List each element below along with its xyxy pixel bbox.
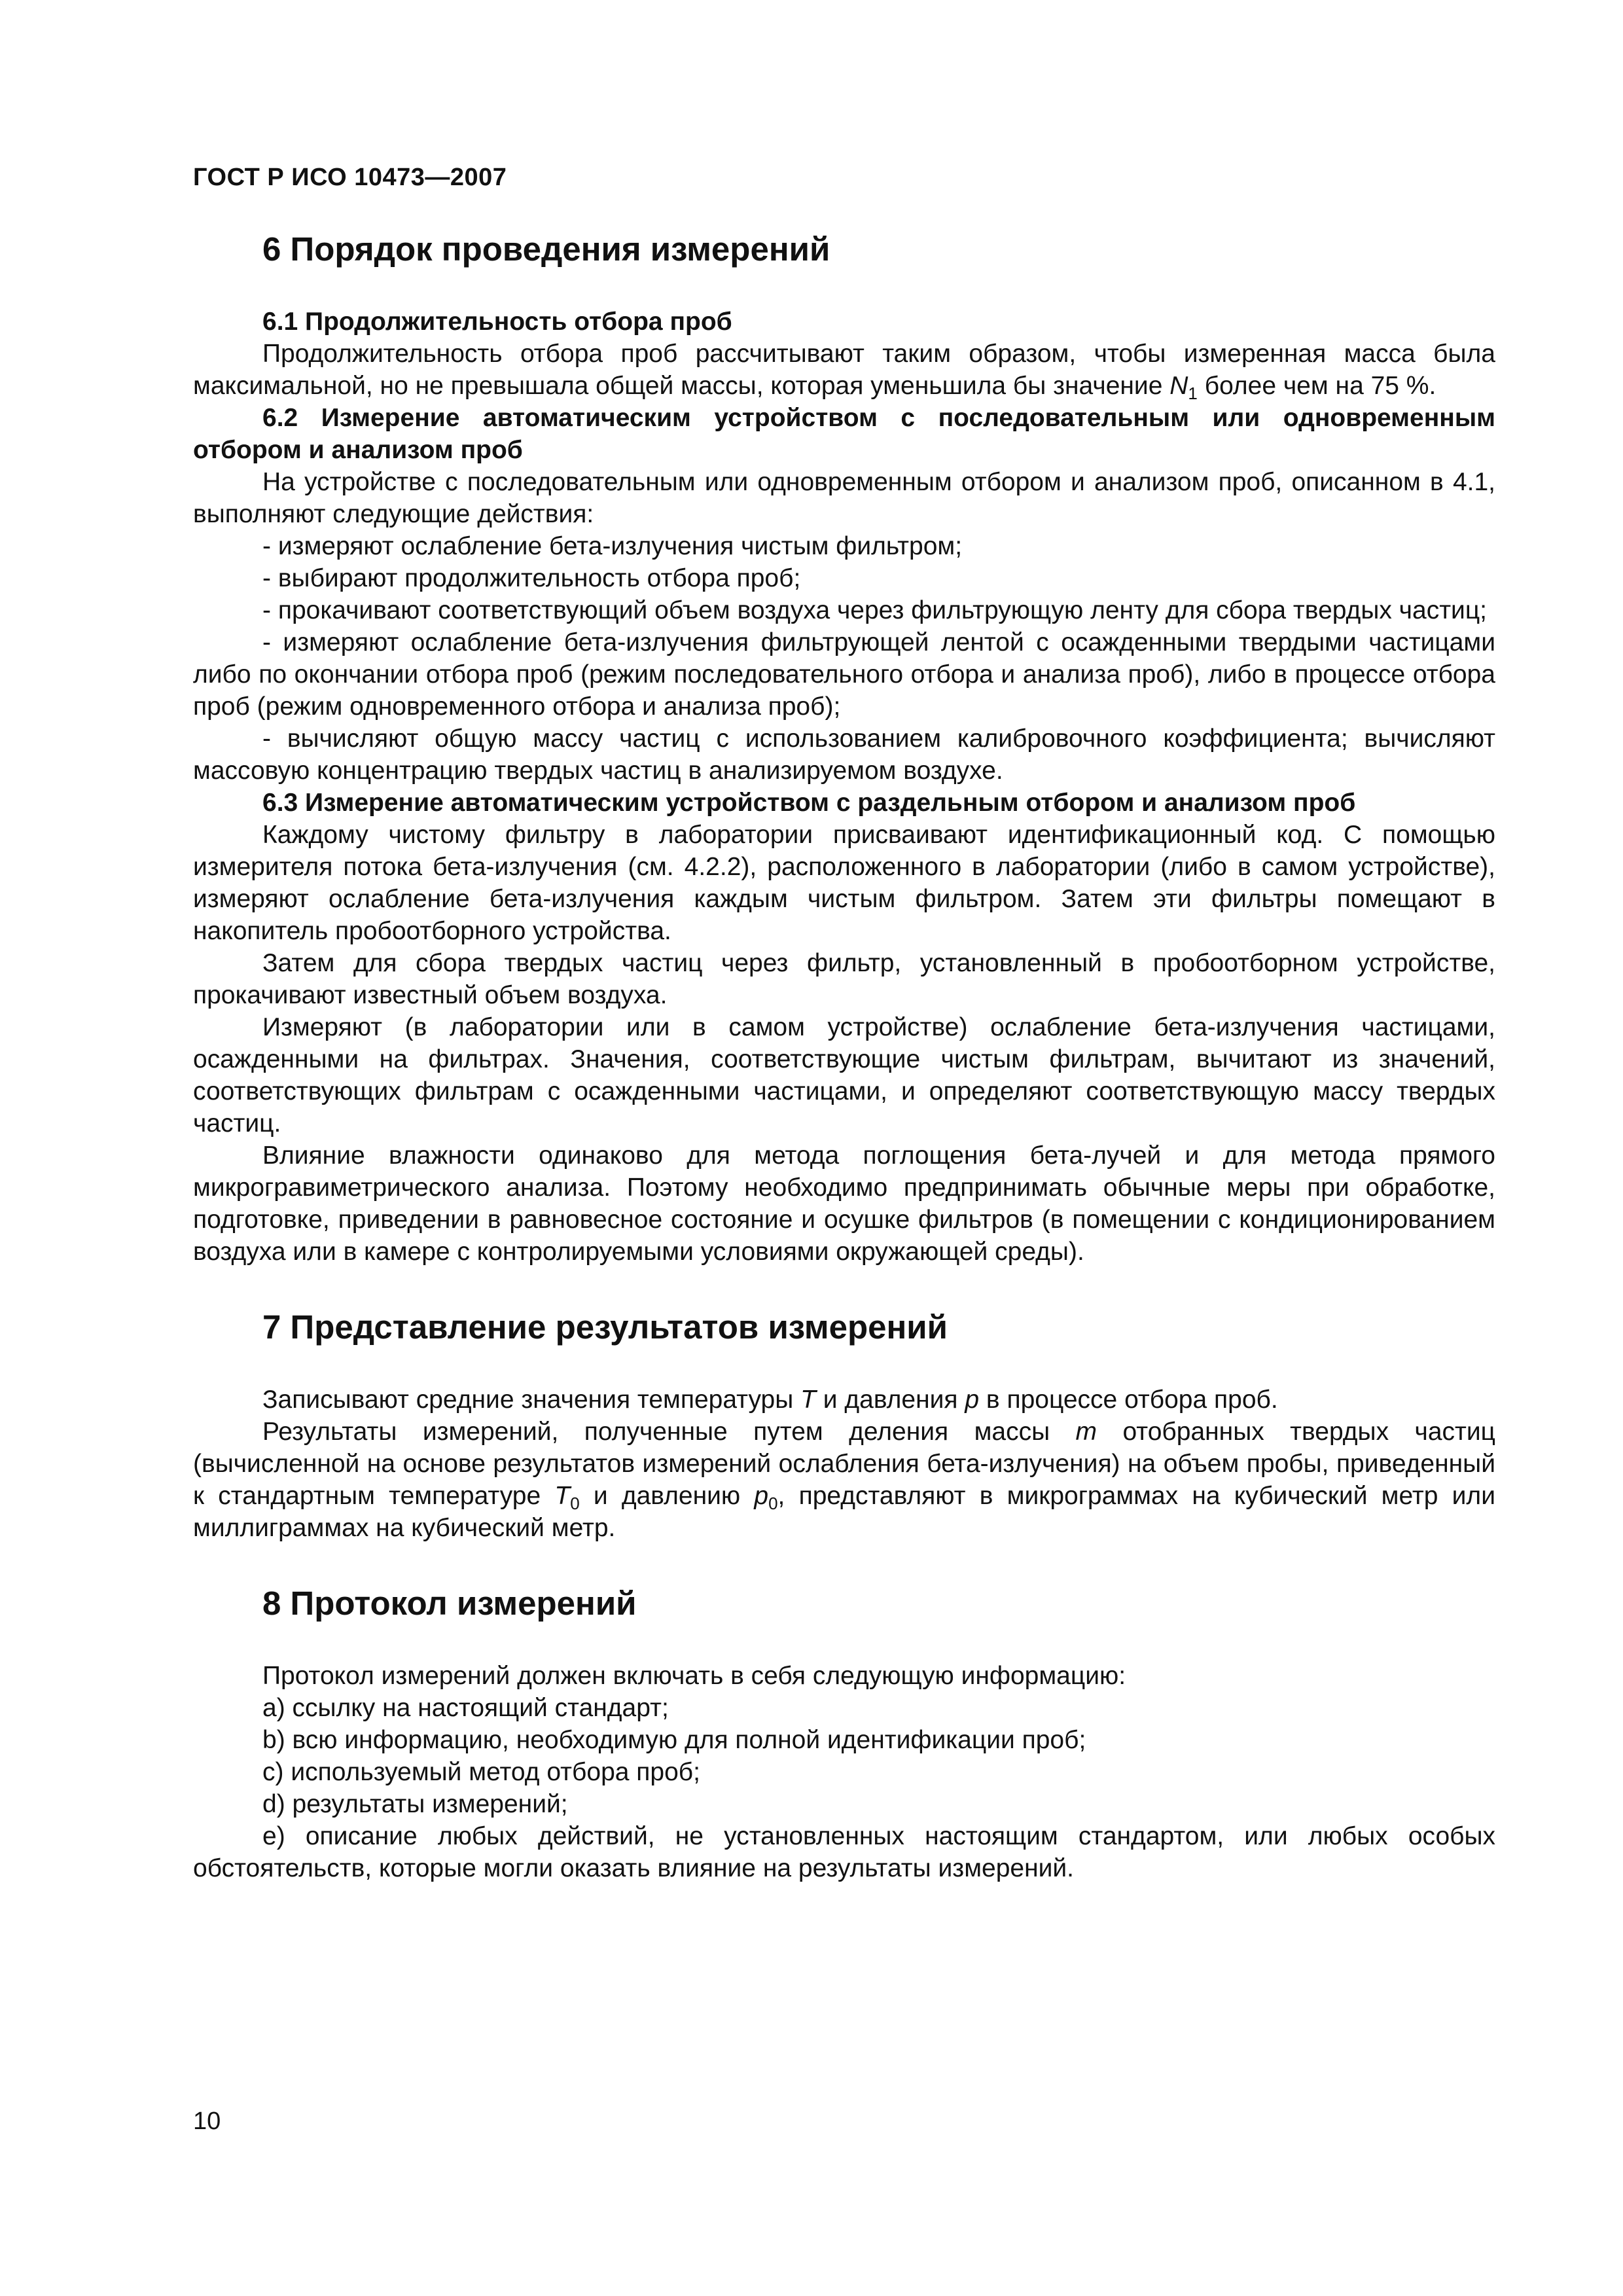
subsection-6-3-paragraph: Затем для сбора твердых частиц через фильтр, установленный в пробоотборном устройстве, прокачивают известный объем воздуха. [193, 949, 1495, 1009]
variable-t: T [800, 1386, 816, 1414]
section-8-intro: Протокол измерений должен включать в себя следующую информацию: [262, 1662, 1126, 1690]
subscript: 0 [570, 1494, 580, 1513]
subscript: 1 [1188, 384, 1198, 403]
subsection-6-3-paragraph: Влияние влажности одинаково для метода поглощения бета-лучей и для метода прямого микрогравиметрического анализа. Поэтому необходимо предпринимать обычные меры при обработке, подготовке, приведении в равновесное состояние и осушке фильтров (в помещении с кондиционированием воздуха или в камере с контролируемыми условиями окружающей среды). [193, 1141, 1495, 1266]
subsection-6-1-title: 6.1 Продолжительность отбора проб [262, 308, 732, 336]
variable-m: m [1075, 1418, 1097, 1446]
list-item: - измеряют ослабление бета-излучения фильтрующей лентой с осажденными твердыми частицами либо по окончании отбора проб (режим последовательного отбора и анализа проб), либо в процессе отбора проб (режим одновременного отбора и анализа проб); [193, 628, 1495, 721]
text-run: и давлению [579, 1482, 755, 1510]
text-run: отобранных твердых частиц (вычисленной на основе результатов измерений ослабления бета-излучения) на объем пробы, приведенный к стандартным температуре [193, 1418, 1495, 1510]
subsection-6-3-paragraph: Каждому чистому фильтру в лаборатории присваивают идентификационный код. С помощью измерителя потока бета-излучения (см. 4.2.2), расположенного в лаборатории (либо в самом устройстве), измеряют ослабление бета-излучения каждым чистым фильтром. Затем эти фильтры помещают в накопитель пробоотборного устройства. [193, 821, 1495, 945]
subsection-6-2-title: 6.2 Измерение автоматическим устройством с последовательным или одновременным отбором и анализом проб [193, 404, 1495, 464]
running-header: ГОСТ Р ИСО 10473—2007 [193, 164, 507, 191]
list-item: - измеряют ослабление бета-излучения чистым фильтром; [262, 532, 963, 560]
section-7-title: 7 Представление результатов измерений [262, 1308, 948, 1346]
subscript: 0 [768, 1494, 778, 1513]
variable-n: N [1169, 372, 1188, 400]
text-run: в процессе отбора проб. [979, 1386, 1278, 1414]
list-item: - прокачивают соответствующий объем воздуха через фильтрующую ленту для сбора твердых частиц; [262, 596, 1488, 624]
text-run: Записывают средние значения температуры [262, 1386, 801, 1414]
subsection-6-3-title: 6.3 Измерение автоматическим устройством с раздельным отбором и анализом проб [262, 789, 1356, 817]
list-item: - выбирают продолжительность отбора проб; [262, 564, 801, 592]
subsection-6-3-paragraph: Измеряют (в лаборатории или в самом устройстве) ослабление бета-излучения частицами, осажденными на фильтрах. Значения, соответствующие чистым фильтрам, вычитают из значений, соответствующих фильтрам с осажденными частицами, и определяют соответствующую массу твердых частиц. [193, 1013, 1495, 1138]
list-item: b) всю информацию, необходимую для полной идентификации проб; [262, 1726, 1086, 1754]
list-item: - вычисляют общую массу частиц с использованием калибровочного коэффициента; вычисляют массовую концентрацию твердых частиц в анализируемом воздухе. [193, 725, 1495, 785]
subsection-6-2-intro: На устройстве с последовательным или одновременным отбором и анализом проб, описанном в 4.1, выполняют следующие действия: [193, 468, 1495, 528]
text-run: и давления [815, 1386, 965, 1414]
section-7-paragraph [193, 1416, 1495, 1544]
text-run: Результаты измерений, полученные путем деления массы [262, 1418, 1076, 1446]
section-8-title: 8 Протокол измерений [262, 1585, 637, 1622]
page-content [193, 229, 1495, 1884]
section-6-title: 6 Порядок проведения измерений [262, 230, 830, 268]
variable-t0: T [554, 1482, 571, 1510]
variable-p: p [965, 1386, 980, 1414]
section-7-paragraph [193, 1384, 1495, 1416]
list-item: c) используемый метод отбора проб; [262, 1758, 700, 1786]
text-run: , представляют в микрограммах на кубический метр или миллиграммах на кубический метр. [193, 1482, 1495, 1542]
subsection-6-1-paragraph [193, 338, 1495, 402]
variable-p0: p [754, 1482, 769, 1510]
page-number: 10 [193, 2108, 221, 2135]
list-item: a) ссылку на настоящий стандарт; [262, 1694, 669, 1722]
text-run: Продолжительность отбора проб рассчитывают таким образом, чтобы измеренная масса была максимальной, но не превышала общей массы, которая уменьшила бы значение [193, 340, 1495, 400]
text-run: более чем на 75 %. [1197, 372, 1436, 400]
list-item: d) результаты измерений; [262, 1790, 568, 1818]
list-item: e) описание любых действий, не установленных настоящим стандартом, или любых особых обстоятельств, которые могли оказать влияние на результаты измерений. [193, 1822, 1495, 1882]
